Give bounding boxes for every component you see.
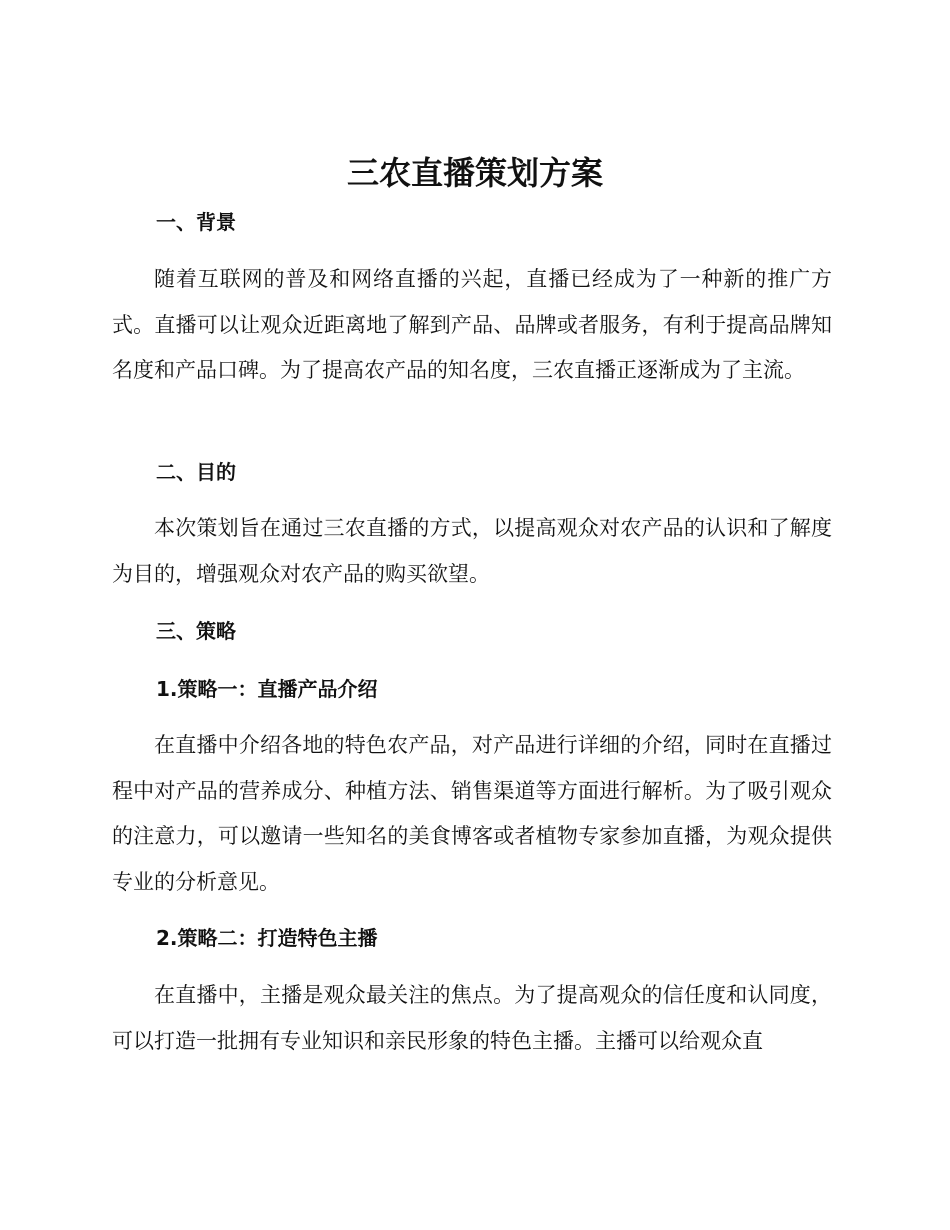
section-paragraph-purpose: 本次策划旨在通过三农直播的方式，以提高观众对农产品的认识和了解度为目的，增强观众对农产品的购买欲望。 <box>112 516 832 586</box>
subsection-heading-strategy-1: 1.策略一：直播产品介绍 <box>156 677 378 701</box>
document-title: 三农直播策划方案 <box>346 154 603 192</box>
section-heading-purpose: 二、目的 <box>156 460 236 484</box>
section-paragraph-background: 随着互联网的普及和网络直播的兴起，直播已经成为了一种新的推广方式。直播可以让观众近距离地了解到产品、品牌或者服务，有利于提高品牌知名度和产品口碑。为了提高农产品的知名度，三农直播正逐渐成为了主流。 <box>112 267 832 382</box>
section-heading-background: 一、背景 <box>156 210 236 234</box>
subsection-paragraph-strategy-2: 在直播中，主播是观众最关注的焦点。为了提高观众的信任度和认同度，可以打造一批拥有专业知识和亲民形象的特色主播。主播可以给观众直 <box>112 983 832 1053</box>
section-heading-strategy: 三、策略 <box>156 619 236 643</box>
subsection-paragraph-strategy-1: 在直播中介绍各地的特色农产品，对产品进行详细的介绍，同时在直播过程中对产品的营养成分、种植方法、销售渠道等方面进行解析。为了吸引观众的注意力，可以邀请一些知名的美食博客或者植物专家参加直播，为观众提供专业的分析意见。 <box>112 733 832 894</box>
subsection-heading-strategy-2: 2.策略二：打造特色主播 <box>156 926 378 950</box>
